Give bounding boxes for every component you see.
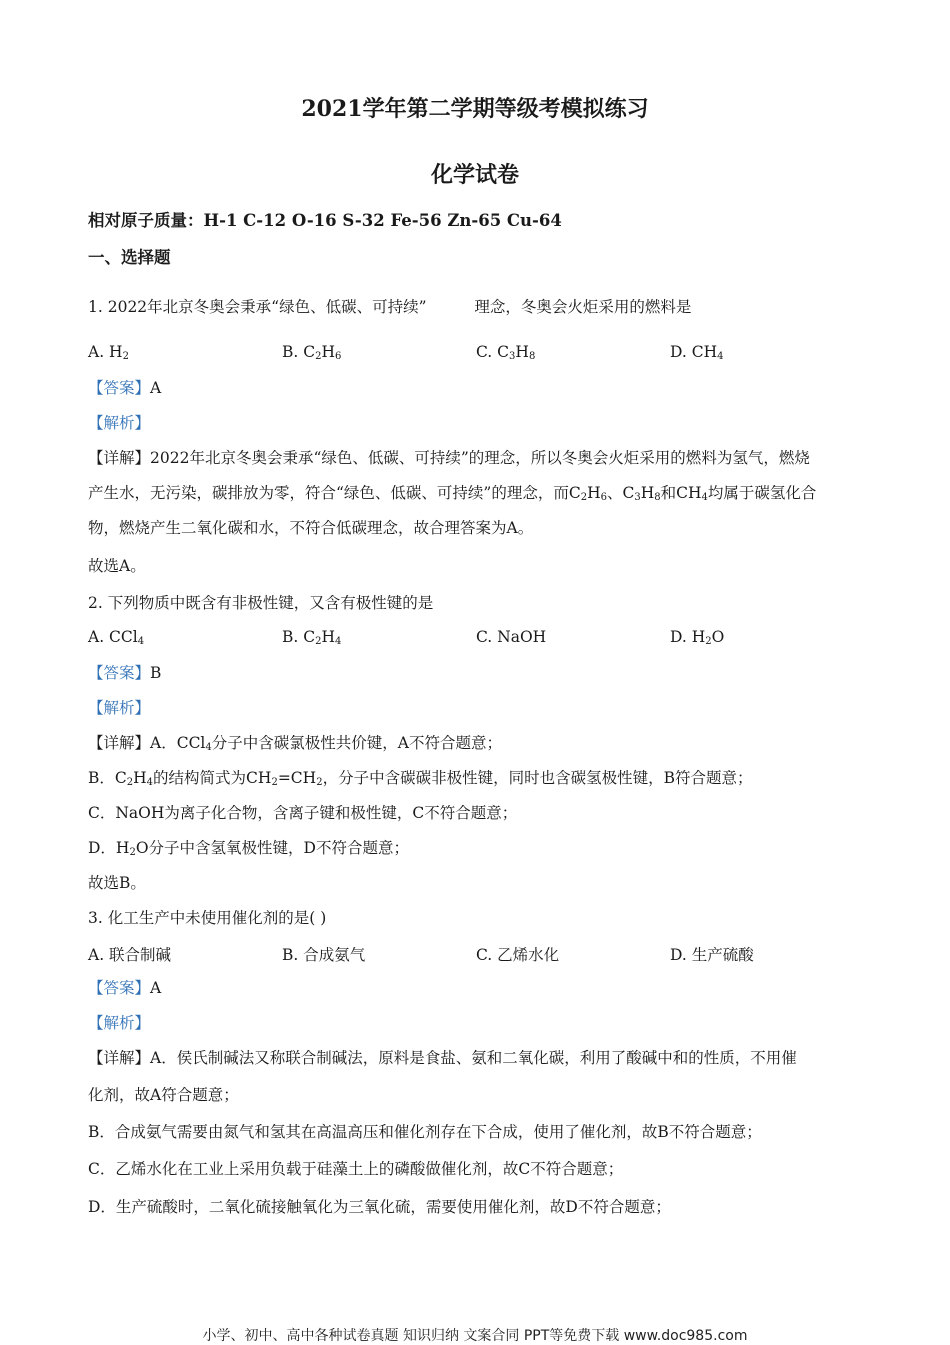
page-title: 2021学年第二学期等级考模拟练习	[301, 96, 649, 122]
q3-detail-line4: C．乙烯水化在工业上采用负载于硅藻土上的磷酸做催化剂，故C不符合题意；	[88, 1160, 624, 1178]
q1-stem-b: 理念，冬奥会火炬采用的燃料是	[474, 298, 692, 316]
q2-answer: 【答案】B	[88, 664, 162, 682]
q1-detail-line1: 【详解】2022年北京冬奥会秉承“绿色、低碳、可持续”的理念，所以冬奥会火炬采用的燃料为氢气，燃烧	[88, 449, 810, 467]
q2-detail-line2: B．$C_2H_4$的结构简式为$CH_2=CH_2$，分子中含碳碳非极性键，同时也含碳氢极性键，B符合题意；	[88, 769, 753, 788]
q3-option-d: D. 生产硫酸	[670, 946, 754, 964]
q1-option-d: D. $CH_4$	[670, 343, 724, 362]
q3-option-a: A. 联合制碱	[88, 946, 172, 964]
q3-option-c: C. 乙烯水化	[476, 946, 560, 964]
q1-option-c: C. $C_3H_8$	[476, 343, 536, 362]
q3-detail-line5: D．生产硫酸时，二氧化硫接触氧化为三氧化硫，需要使用催化剂，故D不符合题意；	[88, 1198, 671, 1216]
q2-analysis-label: 【解析】	[88, 699, 151, 717]
footer-text: 小学、初中、高中各种试卷真题 知识归纳 文案合同 PPT等免费下载 www.doc985.com	[202, 1328, 748, 1344]
q3-analysis-label: 【解析】	[88, 1014, 151, 1032]
q1-answer: 【答案】A	[88, 379, 162, 397]
q1-option-b: B. $C_2H_6$	[282, 343, 342, 362]
q2-option-a: A. CCl$_4$	[88, 628, 145, 647]
q2-detail-line3: C．NaOH为离子化合物，含离子键和极性键，C不符合题意；	[88, 804, 518, 822]
q1-detail-line2: 产生水，无污染，碳排放为零，符合“绿色、低碳、可持续”的理念，而$C_2H_6$、$C_3H_8$和$CH_4$均属于碳氢化合	[88, 484, 817, 503]
q2-option-c: C. NaOH	[476, 628, 547, 646]
page-subtitle: 化学试卷	[430, 162, 519, 188]
q3-answer: 【答案】A	[88, 979, 162, 997]
section-heading: 一、选择题	[88, 248, 171, 267]
atomic-mass-line: 相对原子质量：H-1 C-12 O-16 S-32 Fe-56 Zn-65 Cu-64	[88, 211, 562, 230]
q2-option-d: D. $H_2O$	[670, 628, 725, 647]
q1-choose: 故选A。	[88, 557, 146, 575]
q2-detail-line1: 【详解】A．CCl$_4$分子中含碳氯极性共价键，A不符合题意；	[88, 734, 502, 753]
q3-stem: 3. 化工生产中未使用催化剂的是( )	[88, 909, 327, 927]
q1-analysis-label: 【解析】	[88, 414, 151, 432]
q1-stem	[88, 297, 691, 317]
q3-detail-line3: B．合成氨气需要由氮气和氢其在高温高压和催化剂存在下合成，使用了催化剂，故B不符合题意；	[88, 1123, 762, 1141]
q3-option-b: B. 合成氨气	[282, 946, 366, 964]
q1-detail-line3: 物，燃烧产生二氧化碳和水，不符合低碳理念，故合理答案为A。	[88, 519, 534, 537]
q3-detail-line2: 化剂，故A符合题意；	[88, 1086, 239, 1104]
q2-option-b: B. $C_2H_4$	[282, 628, 342, 647]
q2-choose: 故选B。	[88, 874, 146, 892]
q1-stem-a: 1. 2022年北京冬奥会秉承“绿色、低碳、可持续”	[88, 298, 427, 316]
q2-stem: 2. 下列物质中既含有非极性键，又含有极性键的是	[88, 594, 434, 612]
q2-detail-line4: D．$H_2O$分子中含氢氧极性键，D不符合题意；	[88, 839, 409, 858]
q3-detail-line1: 【详解】A．侯氏制碱法又称联合制碱法，原料是食盐、氨和二氧化碳，利用了酸碱中和的性质，不用催	[88, 1049, 797, 1067]
q1-option-a: A. $H_2$	[88, 343, 129, 362]
